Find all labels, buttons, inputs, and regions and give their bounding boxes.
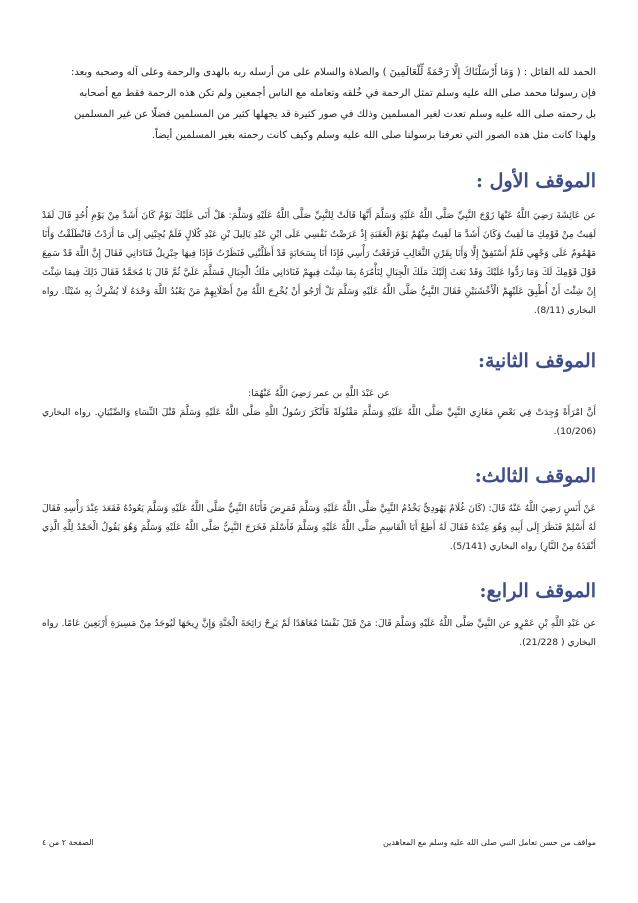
section-2-heading: الموقف الثانية: [477, 350, 596, 372]
intro-line-1: الحمد لله القائل : ( وَمَا أَرْسَلْنَاكَ إِلَّا رَحْمَةً لِّلْعَالَمِينَ ) والصلاة والسلام على من أرسله ربه بالهدى والرحمة وعلى آله وصحبه وبعد: [71, 67, 596, 78]
section-4-heading: الموقف الرابع: [479, 580, 596, 602]
intro-line-3: بل رحمته صلى الله عليه وسلم تعدت لغير المسلمين وذلك في صور كثيرة قد يجهلها كثير من المسلمين فضلًا عن غير المسلمين [74, 109, 596, 120]
section-3-text: عَنْ أَنَسٍ رَضِيَ اللَّهُ عَنْهُ قَالَ: (كَانَ غُلَامٌ يَهُودِيٌّ يَخْدُمُ النَّبِيَّ صَلَّى اللَّهُ عَلَيْهِ وَسَلَّمَ فَمَرِضَ فَأَتَاهُ النَّبِيُّ صَلَّى اللَّهُ عَلَيْهِ وَسَلَّمَ يَعُودُهُ فَقَعَدَ عِنْدَ رَأْسِهِ فَقَالَ لَهُ أَسْلِمْ فَنَظَرَ إِلَى أَبِيهِ وَهُوَ عِنْدَهُ فَقَالَ لَهُ أَطِعْ أَبَا الْقَاسِمِ صَلَّى اللَّهُ عَلَيْهِ وَسَلَّمَ فَأَسْلَمَ فَخَرَجَ النَّبِيُّ صَلَّى اللَّهُ عَلَيْهِ وَسَلَّمَ وَهُوَ يَقُولُ الْحَمْدُ لِلَّهِ الَّذِي أَنْقَذَهُ مِنْ النَّارِ) رواه البخاري (5/141). [42, 503, 596, 552]
section-4-text: عن عَبْدِ اللَّهِ بْنِ عَمْرٍو عن النَّبِيِّ صَلَّى اللَّهُ عَلَيْهِ وَسَلَّمَ قَالَ: مَنْ قَتَلَ نَفْسًا مُعَاهَدًا لَمْ يَرِحْ رَائِحَةَ الْجَنَّةِ وَإِنَّ رِيحَهَا لَيُوجَدُ مِنْ مَسِيرَةِ أَرْبَعِينَ عَامًا. رواه البخاري ( 21/228). [42, 618, 596, 648]
page-number: الصفحة ٢ من ٤ [42, 838, 94, 847]
intro-line-4: ولهذا كانت مثل هذه الصور التي تعرفنا برسولنا صلى الله عليه وسلم وكيف كانت رحمته بغير المسلمين أيضاً. [151, 130, 596, 141]
intro [42, 62, 596, 146]
page-footer [42, 838, 596, 847]
intro-line-2: فإن رسولنا محمد صلى الله عليه وسلم تمثل الرحمة في خُلقه وتعامله مع الناس أجمعين ولم تكن هذه الرحمة فقط مع أصحابه [79, 88, 596, 99]
section-2-text: أَنَّ امْرَأَةً وُجِدَتْ فِي بَعْضِ مَغَازِي النَّبِيِّ صَلَّى اللَّهُ عَلَيْهِ وَسَلَّمَ مَقْتُولَةً فَأَنْكَرَ رَسُولُ اللَّهِ صَلَّى اللَّهُ عَلَيْهِ وَسَلَّمَ قَتْلَ النِّسَاءِ وَالصِّبْيَانِ. رواه البخاري (10/206). [42, 407, 596, 437]
section-3-heading: الموقف الثالث: [474, 465, 596, 487]
footer-title: مواقف من حسن تعامل النبي صلى الله عليه وسلم مع المعاهدين [383, 838, 596, 847]
section-1-heading: الموقف الأول : [476, 170, 596, 192]
section-2-narrator: عن عَبْدَ اللَّهِ بن عمر رَضِيَ اللَّهُ عَنْهُمَا: [248, 388, 390, 399]
section-1-text: عن عَائِشَةَ رَضِيَ اللَّهُ عَنْهَا زَوْجَ النَّبِيِّ صَلَّى اللَّهُ عَلَيْهِ وَسَلَّمَ أَنَّهَا قَالَتْ لِلنَّبِيِّ صَلَّى اللَّهُ عَلَيْهِ وَسَلَّمَ: هَلْ أَتَى عَلَيْكَ يَوْمٌ كَانَ أَشَدَّ مِنْ يَوْمِ أُحُدٍ قَالَ لَقَدْ لَقِيتُ مِنْ قَوْمِكِ مَا لَقِيتُ وَكَانَ أَشَدَّ مَا لَقِيتُ مِنْهُمْ يَوْمَ الْعَقَبَةِ إِذْ عَرَضْتُ نَفْسِي عَلَى ابْنِ عَبْدِ يَالِيلَ بْنِ عَبْدِ كُلَالٍ فَلَمْ يُجِبْنِي إِلَى مَا أَرَدْتُ فَانْطَلَقْتُ وَأَنَا مَهْمُومٌ عَلَى وَجْهِي فَلَمْ أَسْتَفِقْ إِلَّا وَأَنَا بِقَرْنِ الثَّعَالِبِ فَرَفَعْتُ رَأْسِي فَإِذَا أَنَا بِسَحَابَةٍ قَدْ أَظَلَّتْنِي فَنَظَرْتُ فَإِذَا فِيهَا جِبْرِيلُ فَنَادَانِي فَقَالَ إِنَّ اللَّهَ قَدْ سَمِعَ قَوْلَ قَوْمِكَ لَكَ وَمَا رَدُّوا عَلَيْكَ وَقَدْ بَعَثَ إِلَيْكَ مَلَكَ الْجِبَالِ لِتَأْمُرَهُ بِمَا شِئْتَ فِيهِمْ فَنَادَانِي مَلَكُ الْجِبَالِ فَسَلَّمَ عَلَيَّ ثُمَّ قَالَ يَا مُحَمَّدُ فَقَالَ ذَلِكَ فِيمَا شِئْتَ إِنْ شِئْتَ أَنْ أُطْبِقَ عَلَيْهِمْ الْأَخْشَبَيْنِ فَقَالَ النَّبِيُّ صَلَّى اللَّهُ عَلَيْهِ وَسَلَّمَ بَلْ أَرْجُو أَنْ يُخْرِجَ اللَّهُ مِنْ أَصْلَابِهِمْ مَنْ يَعْبُدُ اللَّهَ وَحْدَهُ لَا يُشْرِكُ بِهِ شَيْئًا. رواه البخاري (8/11). [42, 210, 596, 316]
